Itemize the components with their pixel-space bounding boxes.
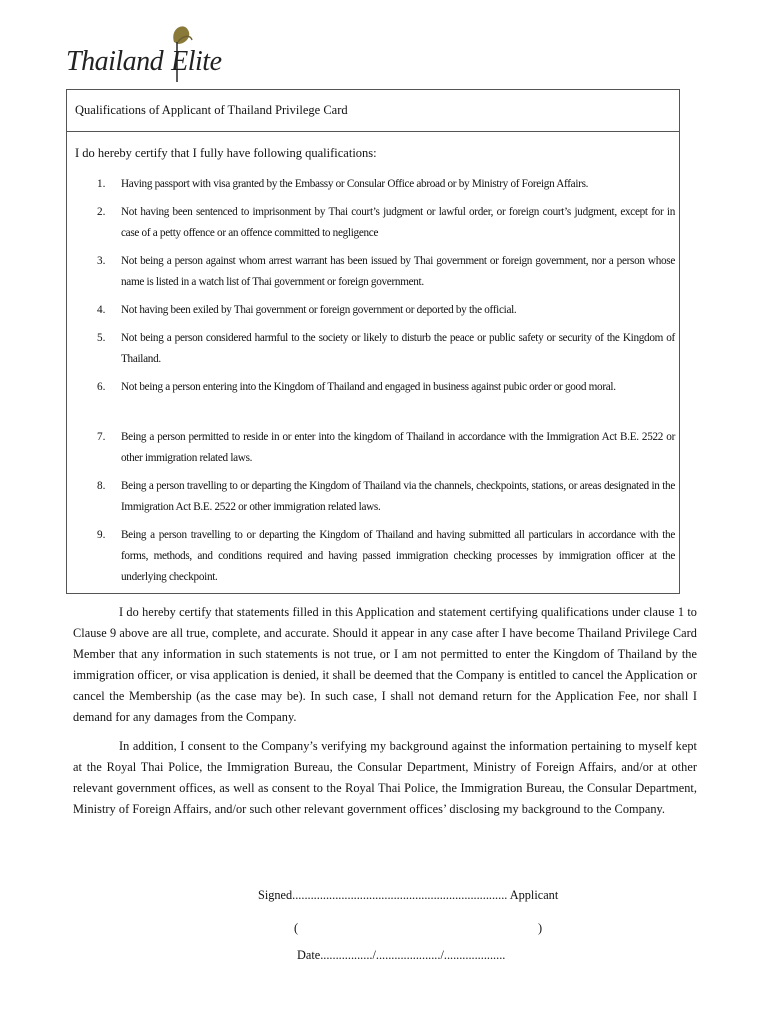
name-paren-open: ( xyxy=(294,921,299,935)
qualification-text: Not having been sentenced to imprisonment by Thai court’s judgment or lawful order, or foreign court’s judgment, except for in case of a petty offence or an offence committed to negligence xyxy=(121,206,675,239)
qualification-item xyxy=(97,525,675,588)
qualification-number: 3. xyxy=(97,255,106,267)
qualifications-header: Qualifications of Applicant of Thailand Privilege Card xyxy=(67,90,679,132)
logo-word-thailand: Thailand xyxy=(66,46,164,77)
signature-line: Signed...................................................................... Applicant xyxy=(258,888,559,902)
qualification-text: Not being a person entering into the Kingdom of Thailand and engaged in business against pubic order or good moral. xyxy=(121,381,616,393)
qualification-text: Not being a person considered harmful to the society or likely to disturb the peace or public safety or security of the Kingdom of Thailand. xyxy=(121,332,675,365)
qualification-text: Being a person travelling to or departing the Kingdom of Thailand and having submitted all particulars in accordance with the forms, methods, and conditions required and having passed immigration checking processes by immigration officer at the underlying checkpoint. xyxy=(121,529,675,583)
qualifications-intro: I do hereby certify that I fully have following qualifications: xyxy=(75,146,377,160)
certification-paragraph: I do hereby certify that statements filled in this Application and statement certifying qualifications under clause 1 to Clause 9 above are all true, complete, and accurate. Should it appear in any case after I have become Thailand Privilege Card Member that any information in such statements is not true, or I am not permitted to enter the Kingdom of Thailand by the immigration officer, or visa application is denied, it shall be deemed that the Company is entitled to cancel the Application or cancel the Membership (as the case may be). In such case, I shall not demand return for the Application Fee, nor shall I demand for any damages from the Company. xyxy=(73,605,697,724)
qualification-text: Not being a person against whom arrest warrant has been issued by Thai government or foreign government, nor a person whose name is listed in a watch list of Thai government or foreign government. xyxy=(121,255,675,288)
qualification-number: 6. xyxy=(97,381,106,393)
date-line: Date................./...................../.................... xyxy=(297,948,506,962)
qualification-number: 7. xyxy=(97,431,106,443)
qualifications-box xyxy=(66,89,680,594)
qualification-text: Being a person permitted to reside in or enter into the kingdom of Thailand in accordance with the Immigration Act B.E. 2522 or other immigration related laws. xyxy=(121,431,675,464)
qualification-item xyxy=(97,427,675,469)
logo-wordmark xyxy=(66,46,222,78)
qualification-text: Having passport with visa granted by the Embassy or Consular Office abroad or by Ministry of Foreign Affairs. xyxy=(121,178,589,190)
qualification-item xyxy=(97,476,675,518)
logo-word-elite: Elite xyxy=(171,46,222,77)
consent-paragraph: In addition, I consent to the Company’s verifying my background against the information pertaining to myself kept at the Royal Thai Police, the Immigration Bureau, the Consular Department, Ministry of Foreign Affairs, and/or at other relevant government offices, as well as consent to the Royal Thai Police, the Immigration Bureau, the Consular Department, Ministry of Foreign Affairs, and/or such other relevant government offices’ disclosing my background to the Company. xyxy=(73,739,697,816)
qualification-item xyxy=(97,328,675,370)
thailand-elite-logo xyxy=(66,22,226,84)
qualification-item xyxy=(97,300,675,321)
qualification-number: 8. xyxy=(97,480,106,492)
qualification-text: Being a person travelling to or departing the Kingdom of Thailand via the channels, checkpoints, stations, or areas designated in the Immigration Act B.E. 2522 or other immigration related laws. xyxy=(121,480,675,513)
name-paren-close: ) xyxy=(538,921,543,935)
qualification-item xyxy=(97,202,675,244)
qualification-item xyxy=(97,174,675,195)
qualification-item xyxy=(97,251,675,293)
qualification-text: Not having been exiled by Thai government or foreign government or deported by the official. xyxy=(121,304,517,316)
qualification-number: 5. xyxy=(97,332,106,344)
qualification-number: 2. xyxy=(97,206,106,218)
qualification-number: 4. xyxy=(97,304,106,316)
qualification-item xyxy=(97,377,675,398)
qualification-number: 9. xyxy=(97,529,106,541)
qualification-number: 1. xyxy=(97,178,106,190)
